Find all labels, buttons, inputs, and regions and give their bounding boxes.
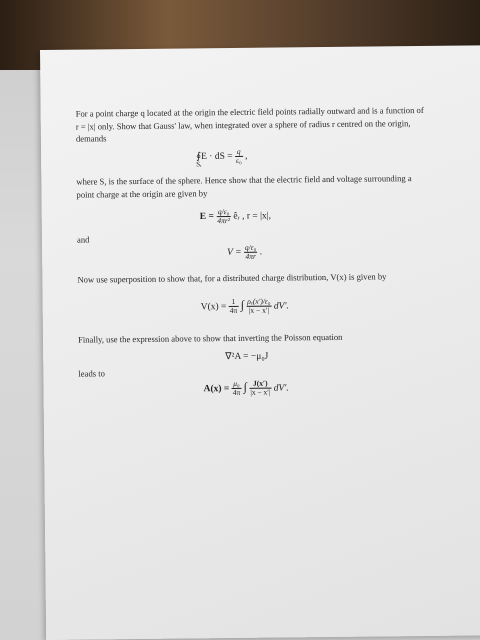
paragraph-gauss: For a point charge q located at the origin the electric field points radially outward and is a function of r = |x| only. Show that Gauss' law, when integrated over a sphere of radius r centred on the origin, demands xyxy=(75,104,424,144)
and-label: and xyxy=(76,234,90,245)
eq-field-num: q/ε₀ xyxy=(217,207,230,217)
paragraph-poisson: Finally, use the expression above to show that inverting the Poisson equation xyxy=(77,331,343,345)
eq-vector-num2: J(x′) xyxy=(249,380,271,389)
paper-sheet xyxy=(40,45,480,640)
eq-vector-integral: ∫ xyxy=(243,379,247,394)
eq-potential-den1: 4π xyxy=(229,306,238,316)
eq-voltage-tail: . xyxy=(259,247,263,258)
eq-potential-num1: 1 xyxy=(229,298,239,307)
paragraph-superposition: Now use superposition to show that, for a distributed charge distribution, V(x) is given by xyxy=(77,271,387,285)
eq-potential-lhs: V(x) = xyxy=(200,302,227,313)
eq-vector-den2: |x − x′| xyxy=(250,387,271,398)
paragraph-surface: where S, is the surface of the sphere. Hence show that the electric field and voltage surrounding a point charge at the origin are given by xyxy=(76,173,412,200)
eq-field-tail: êᵣ , r = |x|, xyxy=(233,211,272,222)
equation-voltage xyxy=(227,244,262,261)
eq-potential-den2: |x − x′| xyxy=(248,305,270,316)
equation-gauss xyxy=(196,146,248,169)
eq-field-den: 4πr² xyxy=(217,216,231,226)
eq-vector-den1: 4π xyxy=(232,388,241,398)
eq-vector-num1: μ₀ xyxy=(233,379,240,389)
equation-poisson: ∇²A = −μ₀J xyxy=(225,351,269,363)
eq-gauss-lhs: ∮E · dS = xyxy=(196,151,233,163)
equation-field xyxy=(200,208,271,226)
eq-potential-integral: ∫ xyxy=(240,297,245,312)
equation-potential xyxy=(201,297,289,315)
eq-voltage-lhs: V = xyxy=(227,247,242,258)
eq-gauss-den: ε₀ xyxy=(235,155,242,165)
eq-vector-tail: dV′. xyxy=(273,383,289,394)
eq-potential-tail: dV′. xyxy=(273,301,289,312)
eq-potential-num2: ρₑ(x′)/ε₀ xyxy=(247,296,271,307)
eq-field-lhs: E = xyxy=(199,211,214,223)
eq-gauss-num: q xyxy=(235,148,243,157)
eq-voltage-den: 4πr xyxy=(245,251,256,261)
leads-to-label: leads to xyxy=(78,368,105,379)
eq-vector-lhs: A(x) = xyxy=(203,384,230,395)
eq-voltage-num: q/ε₀ xyxy=(244,242,257,252)
equation-vector-potential xyxy=(203,379,288,397)
eq-gauss-tail: , xyxy=(245,151,248,162)
eq-gauss-sub: Sᵣ xyxy=(196,160,202,169)
